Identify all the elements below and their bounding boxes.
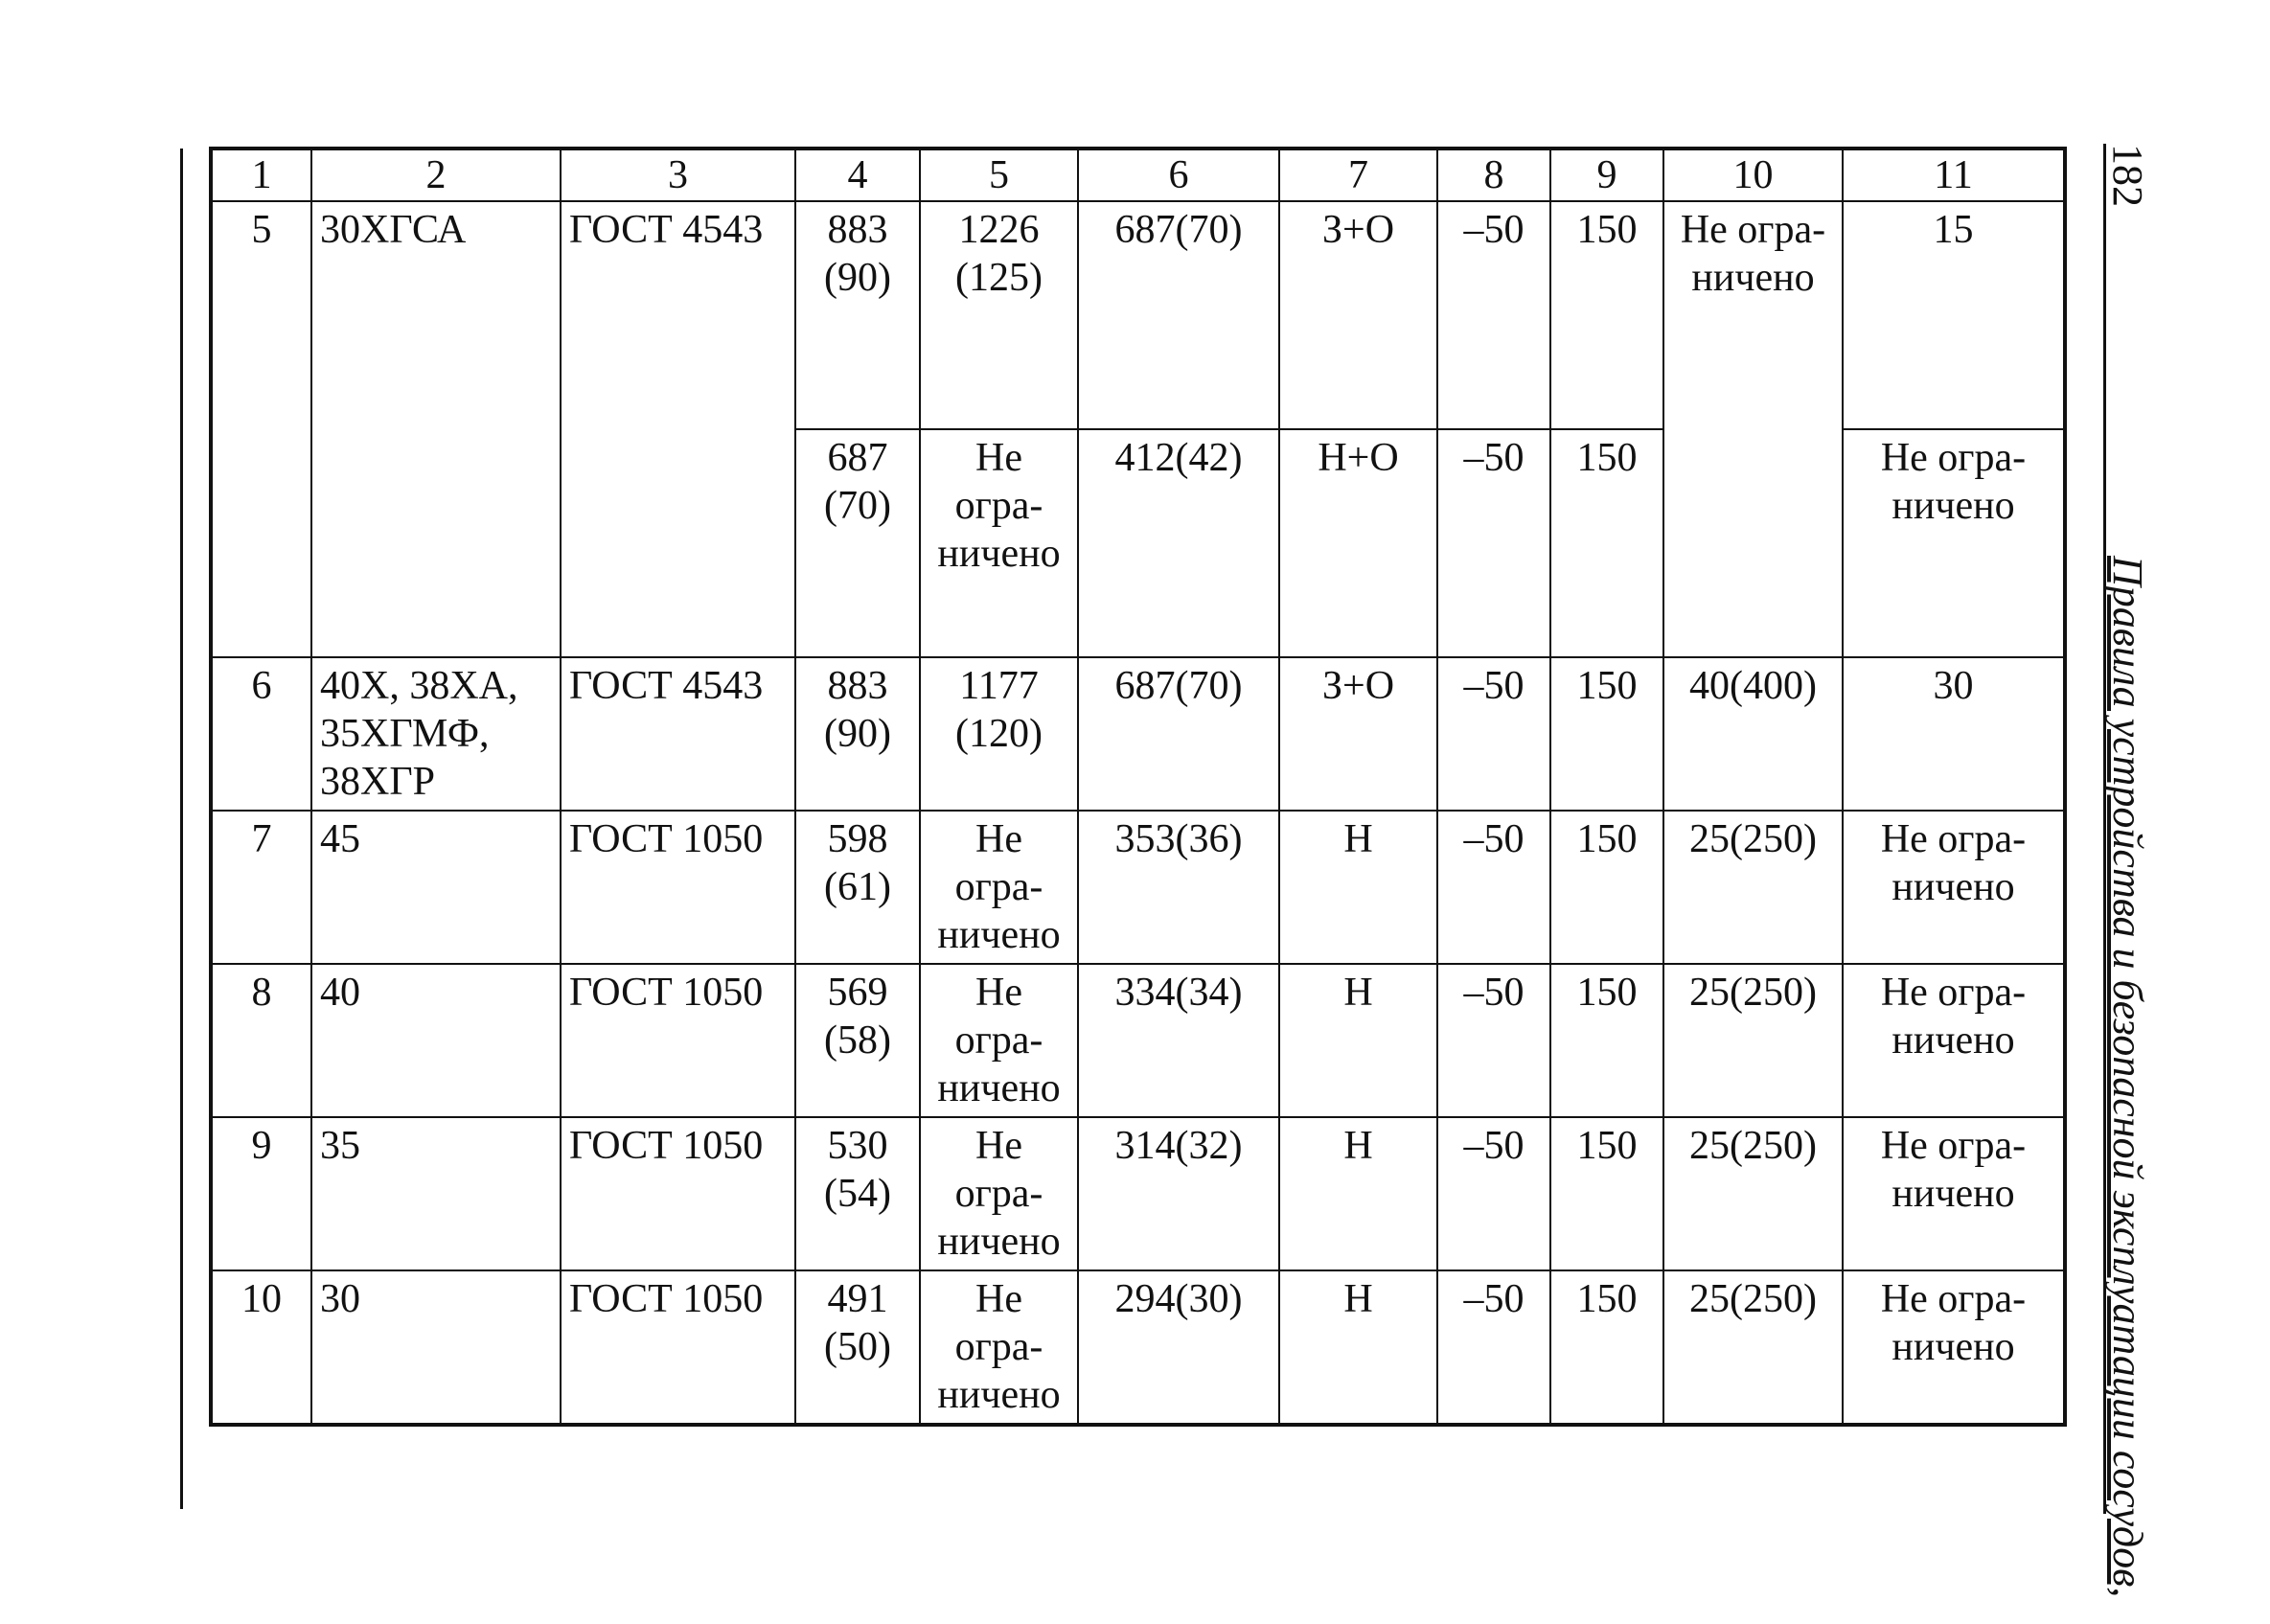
cell: 30	[1843, 657, 2065, 811]
cell: 598 (61)	[795, 811, 920, 964]
row-number: 7	[211, 811, 311, 964]
cell: –50	[1437, 1270, 1550, 1425]
cell: 1226 (125)	[920, 201, 1078, 429]
column-number: 9	[1550, 149, 1663, 201]
steel-grade: 40	[311, 964, 561, 1117]
table-header-row	[211, 149, 2065, 201]
cell: Не огра- ничено	[1663, 201, 1843, 657]
cell: 687 (70)	[795, 429, 920, 657]
steel-specification-table	[209, 147, 2067, 1427]
cell: 150	[1550, 429, 1663, 657]
cell: –50	[1437, 1117, 1550, 1270]
cell: 569 (58)	[795, 964, 920, 1117]
cell: –50	[1437, 657, 1550, 811]
cell: 150	[1550, 1117, 1663, 1270]
cell: З+О	[1279, 201, 1437, 429]
steel-grade: 45	[311, 811, 561, 964]
cell: 412(42)	[1078, 429, 1279, 657]
column-number: 1	[211, 149, 311, 201]
table-row	[211, 811, 2065, 964]
column-number: 3	[561, 149, 795, 201]
row-number: 5	[211, 201, 311, 657]
standard: ГОСТ 1050	[561, 964, 795, 1117]
cell: Не огра- ничено	[920, 429, 1078, 657]
table-row	[211, 657, 2065, 811]
cell: З+О	[1279, 657, 1437, 811]
cell: 334(34)	[1078, 964, 1279, 1117]
column-number: 4	[795, 149, 920, 201]
cell: 687(70)	[1078, 657, 1279, 811]
standard: ГОСТ 1050	[561, 1117, 795, 1270]
cell: 150	[1550, 657, 1663, 811]
cell: Н	[1279, 1117, 1437, 1270]
cell: Не огра- ничено	[920, 1270, 1078, 1425]
cell: 150	[1550, 1270, 1663, 1425]
running-header	[2098, 144, 2156, 1598]
cell: 687(70)	[1078, 201, 1279, 429]
table-row	[211, 964, 2065, 1117]
cell: Не огра- ничено	[1843, 429, 2065, 657]
cell: 25(250)	[1663, 1117, 1843, 1270]
column-number: 6	[1078, 149, 1279, 201]
cell: –50	[1437, 811, 1550, 964]
table-row	[211, 1117, 2065, 1270]
cell: Не огра- ничено	[1843, 1270, 2065, 1425]
standard: ГОСТ 4543	[561, 201, 795, 657]
standard: ГОСТ 1050	[561, 1270, 795, 1425]
cell: 883 (90)	[795, 201, 920, 429]
cell: Н	[1279, 1270, 1437, 1425]
cell: 25(250)	[1663, 811, 1843, 964]
cell: –50	[1437, 964, 1550, 1117]
table-row	[211, 201, 2065, 429]
cell: Не огра- ничено	[920, 1117, 1078, 1270]
cell: 1177 (120)	[920, 657, 1078, 811]
cell: 40(400)	[1663, 657, 1843, 811]
row-number: 8	[211, 964, 311, 1117]
steel-grade: 40Х, 38ХА, 35ХГМФ, 38ХГР	[311, 657, 561, 811]
cell: 530 (54)	[795, 1117, 920, 1270]
column-number: 10	[1663, 149, 1843, 201]
page-number: 182	[2104, 144, 2151, 207]
column-number: 8	[1437, 149, 1550, 201]
cell: 353(36)	[1078, 811, 1279, 964]
running-title: Правила устройства и безопасной эксплуатации сосудов,	[2104, 556, 2151, 1598]
cell: 491 (50)	[795, 1270, 920, 1425]
cell: 25(250)	[1663, 1270, 1843, 1425]
cell: 25(250)	[1663, 964, 1843, 1117]
standard: ГОСТ 1050	[561, 811, 795, 964]
table-row	[211, 1270, 2065, 1425]
steel-grade: 35	[311, 1117, 561, 1270]
cell: Н	[1279, 964, 1437, 1117]
cell: –50	[1437, 201, 1550, 429]
cell: 150	[1550, 201, 1663, 429]
cell: Н	[1279, 811, 1437, 964]
steel-grade: 30	[311, 1270, 561, 1425]
row-number: 9	[211, 1117, 311, 1270]
column-number: 7	[1279, 149, 1437, 201]
standard: ГОСТ 4543	[561, 657, 795, 811]
cell: 314(32)	[1078, 1117, 1279, 1270]
column-number: 2	[311, 149, 561, 201]
cell: Не огра- ничено	[920, 964, 1078, 1117]
running-header-rotated	[2098, 144, 2156, 1598]
steel-grade: 30ХГСА	[311, 201, 561, 657]
cell: 883 (90)	[795, 657, 920, 811]
cell: Не огра- ничено	[1843, 811, 2065, 964]
column-number: 5	[920, 149, 1078, 201]
binding-margin-line	[180, 149, 183, 1509]
cell: Не огра- ничено	[1843, 964, 2065, 1117]
cell: Н+О	[1279, 429, 1437, 657]
cell: Не огра- ничено	[1843, 1117, 2065, 1270]
cell: 294(30)	[1078, 1270, 1279, 1425]
row-number: 6	[211, 657, 311, 811]
cell: 150	[1550, 811, 1663, 964]
row-number: 10	[211, 1270, 311, 1425]
cell: 150	[1550, 964, 1663, 1117]
cell: Не огра- ничено	[920, 811, 1078, 964]
cell: –50	[1437, 429, 1550, 657]
cell: 15	[1843, 201, 2065, 429]
column-number: 11	[1843, 149, 2065, 201]
